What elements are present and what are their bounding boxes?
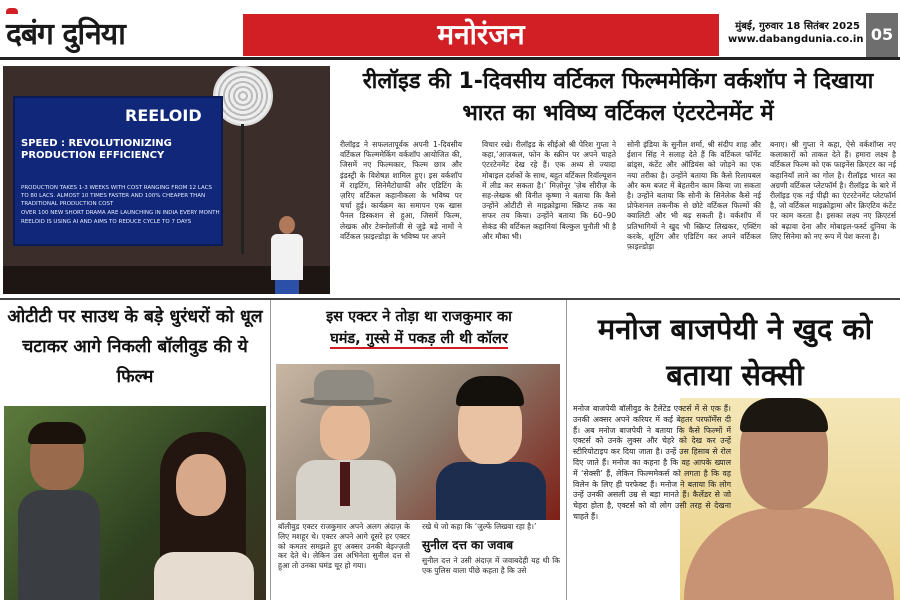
hat-actor-face [320, 404, 370, 460]
second-actor-figure [436, 376, 546, 520]
actress-face [176, 454, 226, 516]
middle-story-column: सुनील दत्त ने उसी अंदाज़ में जवाबदेही यह थी कि एक पुलिस वाला पीछे कहता है कि उसे [422, 556, 560, 575]
presentation-screen [13, 96, 223, 246]
top-story-column: सोनी इंडिया के सुनील शर्मा, श्री संदीप शाह और ईशान सिंह ने सलाह देते हैं कि वर्टिकल फॉर्मेट ब्रांड्स, कंटेंट और ऑडियंस को जोड़ने का एक नया तरीका है। उन्होंने बताया कि कैसे रिलायबल और कम बजट में बेहतरीन काम किया जा सकता है। उन्होंने बताया कि सोनी के सिनेलेक कैसे नई प्रोफेशनल तकनीक से छोटे वर्टिकल फिल्मों की क्वालिटी और भी बढ़ सकती है। वर्कशॉप में प्रतिभागियों ने खुद भी स्क्रिप्ट लिखकर, एक्टिंग करके, शूटिंग और एडिटिंग कर अपने वर्टिकल फ़ाइल्डोड़ा [627, 140, 761, 252]
middle-headline-line: घमंड, गुस्से में पकड़ ली थी कॉलर [330, 331, 508, 347]
screen-slide-points [21, 184, 221, 227]
portrait-hair [740, 398, 828, 432]
top-story-headline: रीलॉइड की 1-दिवसीय वर्टिकल फिल्ममेकिंग वर्कशॉप ने दिखाया भारत का भविष्य वर्टिकल एंटरटेनमेंट में [362, 69, 874, 126]
website-url: www.dabangdunia.co.in [728, 34, 864, 45]
right-story-body: मनोज बाजपेयी बॉलीवुड के टैलेंटेड एक्टर्स में से एक हैं। उनकी अक्सर अपने करियर में कई बेहतर परफॉर्मेंस दी हैं। अब मनोज बाजपेयी ने बताया कि कैसे फिल्मों में एक्टर्स को उनके लुक्स और चेहरे को देख कर उन्हें स्टीरियोटाइप कर दिया जाता है। उन्हें उस हिसाब से रोल दिए जाते हैं। मनोज का कहना है कि वह आपके ख्याल में ‘सेक्सी’ हैं, लेकिन फिल्ममेकर्स को लगता है कि वह विलेन के लिए ही परफेक्ट हैं। मनोज ने बताया कि लोग उन्हें उनकी असली उम्र से बड़ा मानते हैं। कैलेंडर से जो चेहरा होता है, एक्टर्स को वो लोग उसी तरह से देखना चाहते हैं। [573, 404, 731, 521]
speaker-figure [265, 216, 309, 294]
middle-story-subhead: सुनील दत्त का जवाब [422, 538, 514, 552]
speaker-jeans [275, 280, 299, 294]
slide-point: REELOID IS USING AI AND AIMS TO REDUCE CYCLE TO 7 DAYS [21, 219, 192, 225]
top-story-column: रीलॉइड ने सफलतापूर्वक अपनी 1-दिवसीय वर्टिकल फिल्ममेकिंग वर्कशॉप आयोजित की, जिसमें नए फिल्मकार, फिल्म छात्र और इंडस्ट्री के विशेषज्ञ शामिल हुए। इस वर्कशॉप में राइटिंग, सिनेमैटोग्राफी और एडिटिंग के ज़रिए वर्टिकल कहानीकला के भविष्य पर चर्चा हुई। कार्यक्रम का समापन एक खास पैनल डिस्कशन से हुआ, जिसमें फिल्म, लेखक और टेक्नोलॉजी से जुड़े बड़े नामों ने वर्टिकल फ़ाइल्डोड़ा के भविष्य पर अपने [340, 140, 462, 241]
actress-body [154, 552, 254, 600]
hat-actor-tie [340, 462, 350, 506]
actor-hair [28, 422, 86, 444]
screen-brand-text: REELOID [125, 106, 202, 125]
actor-figure [18, 426, 98, 600]
top-story-column: विचार रखे। रीलॉइड के सीईओ श्री पेरिश गुप्ता ने कहा,‘आजकल, फोन के स्क्रीन पर अपने चाहते एंटरटेनमेंट देख रहे हैं। एक अध्य से ज्यादा मोबाइल दर्शकों के साथ, बहुत वर्टिकल रिवॉल्यूशन में लीड कर सकता है।’ मिज़ोनूर 'ज़ेब सीरीज़ के सह-लेखक श्री विनीत कृष्णा ने बताया कि कैसे उन्होंने ओटीटी से माइक्रोड्रामा स्क्रिप्ट तक का सफर तय किया। उन्होंने बताया कि 60–90 सेकंड की वर्टिकल कहानियां बिल्कुल चुनौती भी है और मौका भी। [482, 140, 616, 241]
hat-crown [314, 370, 374, 400]
section-title: मनोरंजन [243, 14, 719, 56]
section-divider [0, 298, 900, 300]
second-actor-hair [456, 376, 524, 406]
column-divider [566, 300, 567, 600]
actor-body [18, 490, 100, 600]
retro-actors-photo [276, 364, 560, 520]
issue-date: मुंबई, गुरुवार 18 सितंबर 2025 [735, 21, 860, 32]
light-stand [241, 124, 244, 254]
newspaper-logo: दबंग दुनिया [6, 17, 125, 52]
left-story-headline: ओटीटी पर साउथ के बड़े धुरंधरों को धूल चटाकर आगे निकली बॉलीवुड की ये फिल्म [7, 307, 263, 387]
slide-point: OVER 100 NEW SHORT DRAMA ARE LAUNCHING IN INDIA EVERY MONTH [21, 210, 220, 216]
actress-figure [154, 432, 254, 600]
column-divider [270, 300, 271, 600]
screen-slide-title: SPEED : REVOLUTIONIZING PRODUCTION EFFICIENCY [21, 138, 172, 161]
right-story-headline: मनोज बाजपेयी ने खुद को बताया सेक्सी [597, 312, 873, 392]
middle-story-column: बॉलीवुड एक्टर राजकुमार अपने अलग अंदाज़ के लिए मशहूर थे। एक्टर अपने आगे दूसरे हर एक्टर को कमतर समझते हुए अक्सर उनकी बेइज्ज़ती कर देते थे। लेकिन उस अभिनेता सुनील दत्त से हुआ तो उनका घमंड चूर हो गया। [278, 522, 410, 571]
speaker-head [279, 216, 295, 234]
middle-headline-line: इस एक्टर ने तोड़ा था राजकुमार का [326, 309, 512, 325]
middle-story-headline [278, 306, 560, 350]
middle-story-column: रखे थे जो कहा कि ‘जुल्फें लिखवा रहा है।’ [422, 522, 537, 531]
second-actor-coat [436, 462, 546, 520]
masthead [0, 0, 900, 60]
workshop-photo [3, 66, 330, 294]
film-still-photo [4, 406, 266, 600]
hat-actor-figure [296, 370, 396, 520]
page-number: 05 [866, 13, 898, 57]
slide-point: PRODUCTION TAKES 1-3 WEEKS WITH COST RANGING FROM 12 LACS TO 80 LACS. ALMOST 10 TIMES FASTER AND 100% CHEAPER THAN TRADITIONAL PRODUCTION COST [21, 185, 213, 207]
top-story-column: बनाए। श्री गुप्ता ने कहा, ऐसे वर्कशॉप्स नए कलाकारों को ताकत देते हैं। हमारा लक्ष्य है वर्टिकल फिल्म को एक फाइनेंस क्रिएटर का नई कहानियाँ लाने का गोल है। रीलॉइड भारत का अग्रणी वर्टिकल प्लेटफॉर्म है। रीलॉइड के बारे में रीलॉइड एक नई पीढ़ी का एंटरटेनमेंट प्लेटफॉर्म है, जो वर्टिकल माइक्रोड्रामा और क्रिएटिव कंटेंट पर काम करता है। इसका लक्ष्य नए क्रिएटर्स को बढ़ावा देना और मोबाइल-फर्स्ट दुनिया के लिए सिनेमा को नए रूप में पेश करना है। [770, 140, 896, 241]
speaker-shirt [271, 234, 303, 280]
